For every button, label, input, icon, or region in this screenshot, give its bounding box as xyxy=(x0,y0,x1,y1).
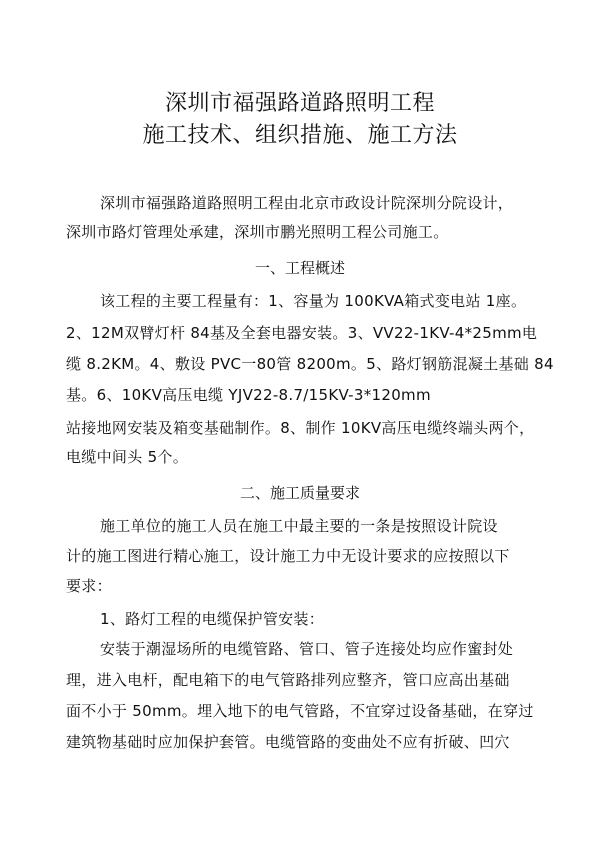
section-heading-quality: 二、施工质量要求 xyxy=(239,484,360,502)
paragraph-line: 该工程的主要工程量有：1、容量为 100KVA箱式变电站 1座。 xyxy=(100,292,527,310)
paragraph-line: 建筑物基础时应加保护套管。电缆管路的变曲处不应有折破、凹穴 xyxy=(66,733,510,751)
subsection-heading-cable-conduit: 1、路灯工程的电缆保护管安装： xyxy=(100,610,325,628)
paragraph-line: 要求： xyxy=(66,577,112,595)
paragraph-line: 缆 8.2KM。4、敷设 PVC一80管 8200m。5、路灯钢筋混凝土基础 84 xyxy=(66,355,554,373)
paragraph-line: 施工单位的施工人员在施工中最主要的一条是按照设计院设 xyxy=(100,517,498,535)
paragraph-line: 站接地网安装及箱变基础制作。8、制作 10KV高压电缆终端头两个， xyxy=(66,419,535,437)
intro-line: 深圳市福强路道路照明工程由北京市政设计院深圳分院设计， xyxy=(100,194,514,212)
document-title-line1: 深圳市福强路道路照明工程 xyxy=(164,91,435,116)
intro-line: 深圳市路灯管理处承建，深圳市鹏光照明工程公司施工。 xyxy=(66,223,449,241)
document-title-line2: 施工技术、组织措施、施工方法 xyxy=(142,123,458,148)
paragraph-line: 安装于潮湿场所的电缆管路、管口、管子连接处均应作蜜封处 xyxy=(100,640,514,658)
paragraph-line: 基。6、10KV高压电缆 YJV22-8.7/15KV-3*120mm xyxy=(66,386,431,404)
paragraph-line: 电缆中间头 5个。 xyxy=(66,448,189,466)
paragraph-line: 2、12M双臂灯杆 84基及全套电器安装。3、VV22-1KV-4*25mm电 xyxy=(66,324,538,342)
paragraph-line: 面不小于 50mm。埋入地下的电气管路，不宜穿过设备基础，在穿过 xyxy=(66,702,534,720)
paragraph-line: 计的施工图进行精心施工，设计施工力中无设计要求的应按照以下 xyxy=(66,547,510,565)
paragraph-line: 理，进入电杆，配电箱下的电气管路排列应整齐，管口应高出基础 xyxy=(66,671,510,689)
section-heading-overview: 一、工程概述 xyxy=(254,259,345,277)
